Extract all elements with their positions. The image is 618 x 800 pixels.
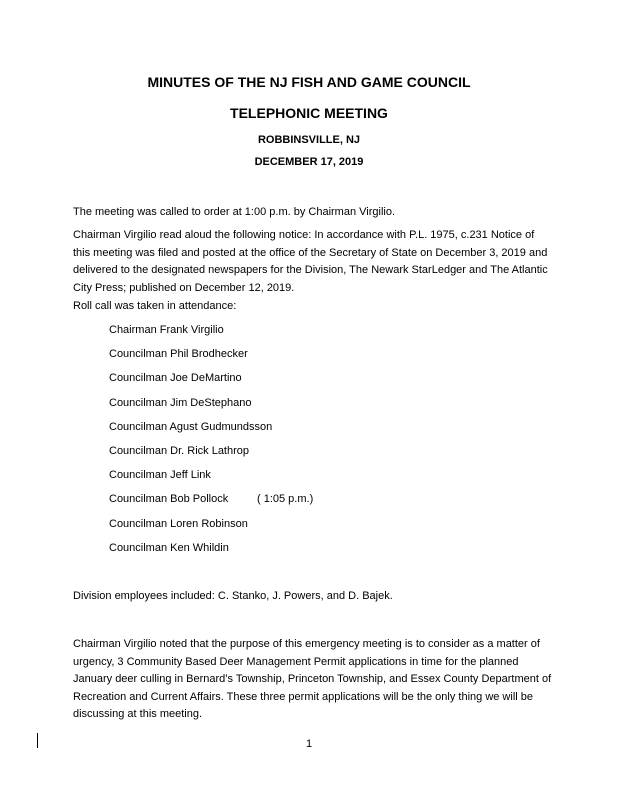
attendee-item — [109, 491, 314, 515]
attendee-name: Councilman Ken Whildin — [109, 541, 229, 554]
attendee-item — [109, 322, 272, 346]
document-title: MINUTES OF THE NJ FISH AND GAME COUNCIL — [147, 74, 471, 90]
purpose-paragraph: Chairman Virgilio noted that the purpose of this emergency meeting is to consider as a matter of urgency, 3 Community Based Deer Management Permit applications in time for the planned January deer culling in Bernard’s Township, Princeton Township, and Essex County Department of Recreation and Current Affairs. These three permit applications will be the only thing we will be discussing at this meeting. — [73, 638, 552, 720]
meeting-date: DECEMBER 17, 2019 — [254, 156, 364, 168]
roll-call-intro: Roll call was taken in attendance: — [73, 300, 237, 312]
attendee-name: Councilman Jeff Link — [109, 469, 211, 482]
attendee-item — [109, 443, 272, 467]
employees-paragraph: Division employees included: C. Stanko, J. Powers, and D. Bajek. — [73, 590, 393, 602]
arrival-time-note: ( 1:05 p.m.) — [257, 493, 314, 506]
attendee-item — [109, 516, 272, 540]
meeting-location: ROBBINSVILLE, NJ — [257, 134, 361, 146]
attendee-item — [109, 419, 272, 443]
attendee-name: Councilman Dr. Rick Lathrop — [109, 444, 250, 457]
attendee-item — [109, 467, 272, 491]
attendee-name: Councilman Loren Robinson — [109, 517, 248, 530]
notice-paragraph: Chairman Virgilio read aloud the following notice: In accordance with P.L. 1975, c.231 Notice of this meeting was filed and posted at the office of the Secretary of State on December 3, 2019 and delivered to the designated newspapers for the Division, The Newark StarLedger and The Atlantic City Press; published on December 12, 2019. — [73, 229, 548, 294]
call-to-order-paragraph: The meeting was called to order at 1:00 p.m. by Chairman Virgilio. — [73, 206, 396, 218]
attendee-name: Councilman Joe DeMartino — [109, 372, 242, 385]
attendee-name: Councilman Agust Gudmundsson — [109, 420, 273, 433]
page-number: 1 — [305, 738, 313, 750]
attendee-name: Chairman Frank Virgilio — [109, 324, 224, 336]
attendee-item — [109, 346, 272, 370]
attendee-item — [109, 540, 272, 564]
attendee-name: Councilman Jim DeStephano — [109, 396, 252, 409]
document-subtitle: TELEPHONIC MEETING — [230, 105, 388, 121]
attendee-name: Councilman Phil Brodhecker — [109, 348, 248, 361]
attendee-item — [109, 370, 272, 394]
attendee-name: Councilman Bob Pollock — [109, 493, 229, 506]
attendee-item — [109, 395, 272, 419]
attendee-list — [109, 322, 314, 564]
